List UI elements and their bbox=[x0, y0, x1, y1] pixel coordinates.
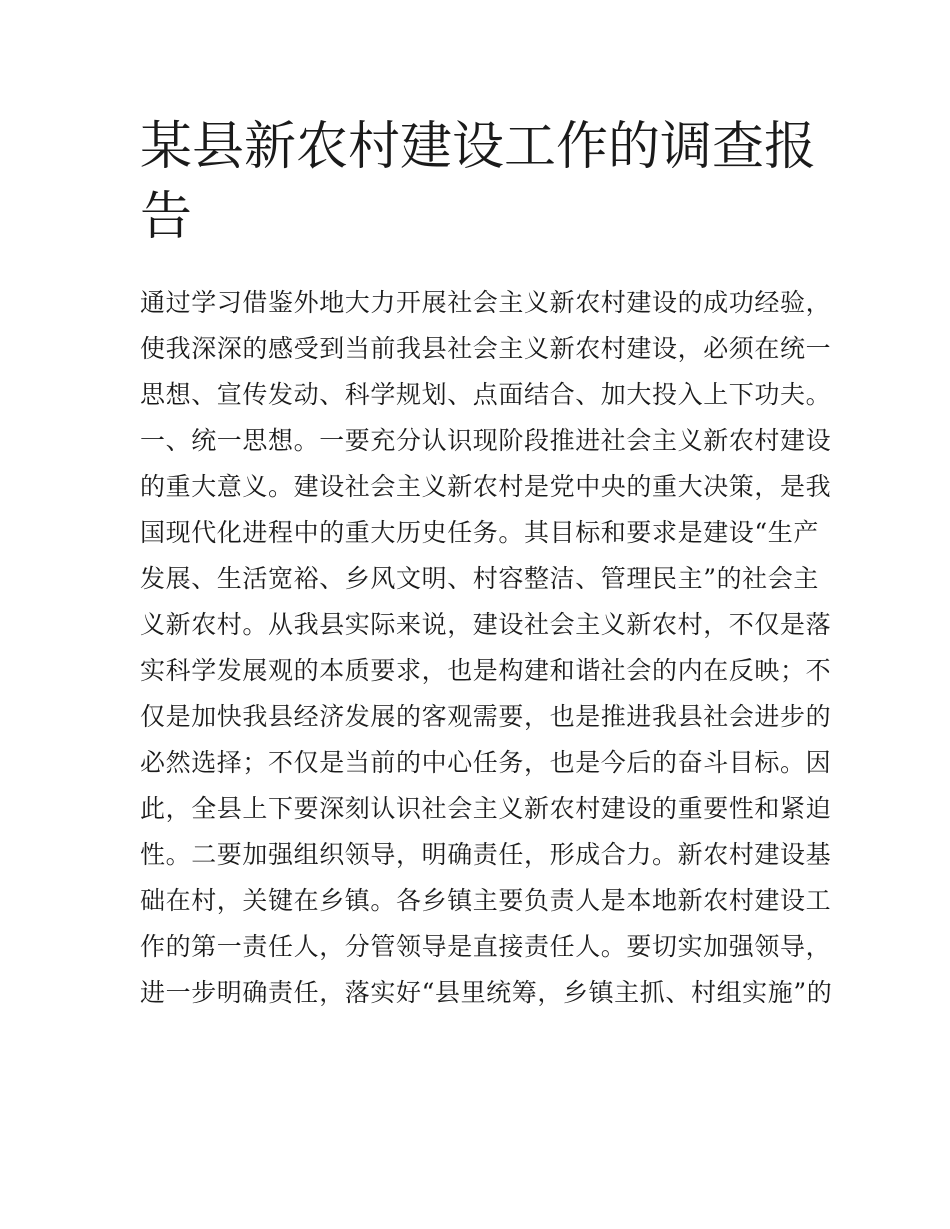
body-line: 作的第一责任人，分管领导是直接责任人。要切实加强领导， bbox=[140, 932, 832, 961]
body-line: 进一步明确责任，落实好“县里统筹，乡镇主抓、村组实施”的 bbox=[140, 978, 833, 1007]
body-line: 发展、生活宽裕、乡风文明、村容整洁、管理民主”的社会主 bbox=[140, 564, 819, 593]
document-body bbox=[140, 282, 833, 1018]
body-line: 实科学发展观的本质要求，也是构建和谐社会的内在反映；不 bbox=[140, 656, 832, 685]
body-line: 思想、宣传发动、科学规划、点面结合、加大投入上下功夫。 bbox=[140, 380, 832, 409]
body-line: 使我深深的感受到当前我县社会主义新农村建设，必须在统一 bbox=[140, 334, 832, 363]
document-title: 某县新农村建设工作的调查报告 bbox=[140, 117, 817, 247]
body-line: 的重大意义。建设社会主义新农村是党中央的重大决策，是我 bbox=[140, 472, 832, 501]
body-line: 义新农村。从我县实际来说，建设社会主义新农村，不仅是落 bbox=[140, 610, 832, 639]
body-line: 必然选择；不仅是当前的中心任务，也是今后的奋斗目标。因 bbox=[140, 748, 832, 777]
body-line: 通过学习借鉴外地大力开展社会主义新农村建设的成功经验， bbox=[140, 288, 832, 317]
body-line: 础在村，关键在乡镇。各乡镇主要负责人是本地新农村建设工 bbox=[140, 886, 832, 915]
body-line: 国现代化进程中的重大历史任务。其目标和要求是建设“生产 bbox=[140, 518, 819, 547]
body-line: 一、统一思想。一要充分认识现阶段推进社会主义新农村建设 bbox=[140, 426, 832, 455]
body-line: 仅是加快我县经济发展的客观需要，也是推进我县社会进步的 bbox=[140, 702, 832, 731]
body-line: 此，全县上下要深刻认识社会主义新农村建设的重要性和紧迫 bbox=[140, 794, 832, 823]
body-line: 性。二要加强组织领导，明确责任，形成合力。新农村建设基 bbox=[140, 840, 832, 869]
